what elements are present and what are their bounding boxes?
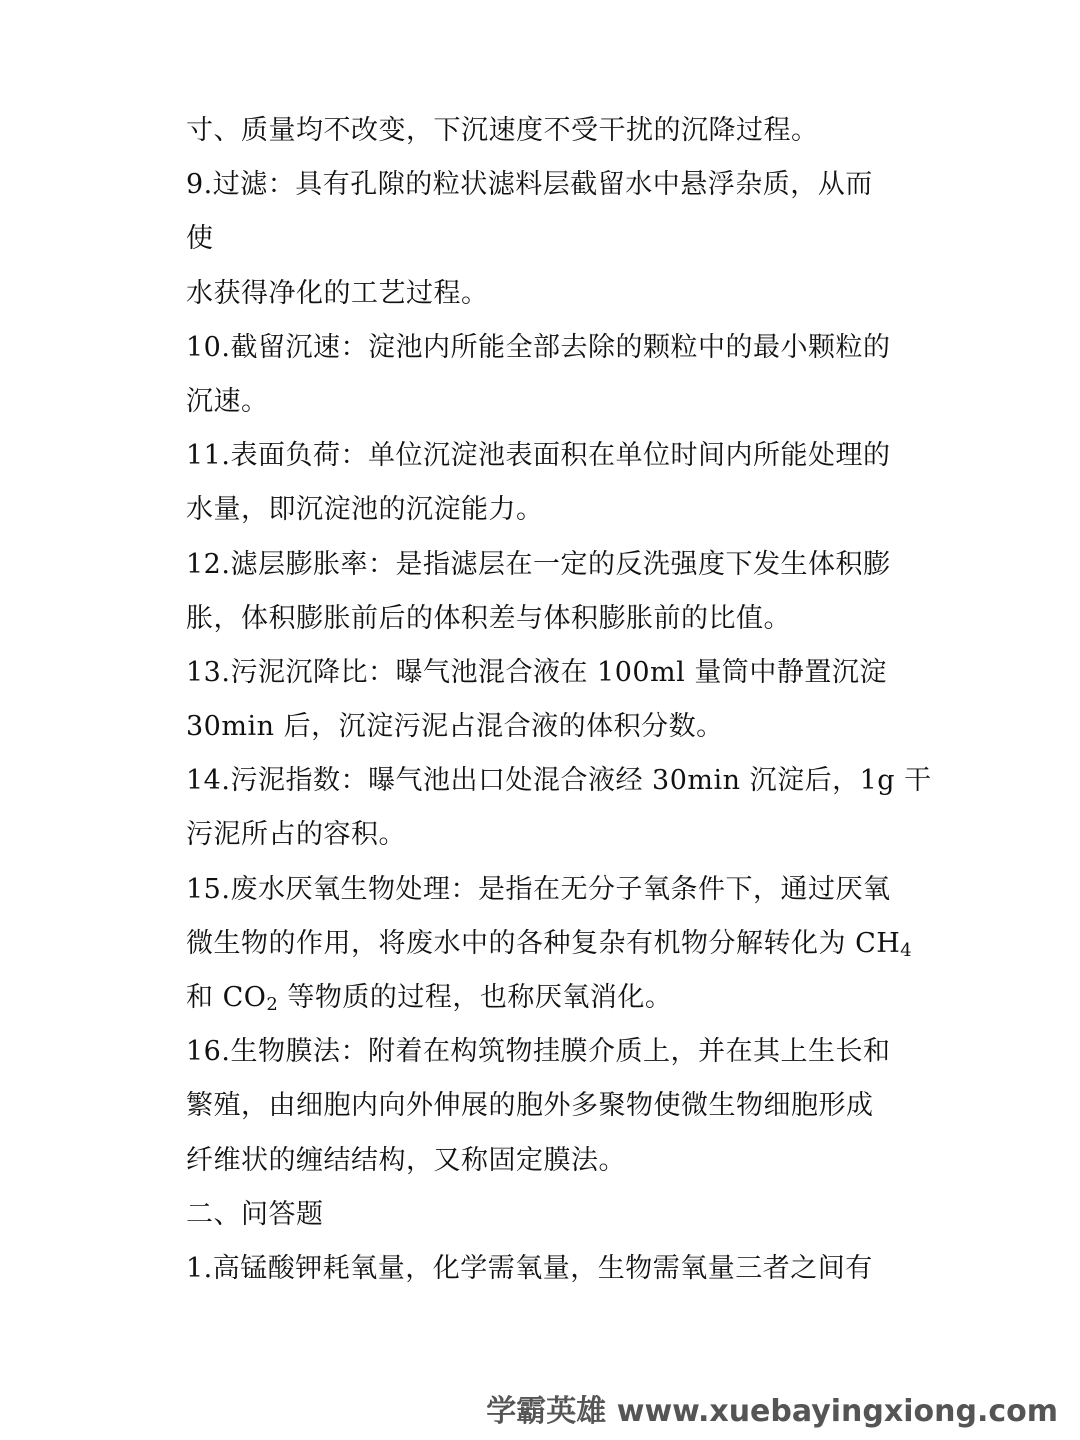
text-line: 30min 后，沉淀污泥占混合液的体积分数。 [186,711,724,743]
text-line: 寸、质量均不改变，下沉速度不受干扰的沉降过程。 [186,115,819,146]
text-line: 12.滤层膨胀率：是指滤层在一定的反洗强度下发生体积膨 [186,548,891,580]
text-line: 13.污泥沉降比：曝气池混合液在 100ml 量筒中静置沉淀 [186,656,887,688]
section-heading: 二、问答题 [186,1198,324,1230]
text-line: 水获得净化的工艺过程。 [186,277,489,309]
text-segment: 微生物的作用，将废水中的各种复杂有机物分解转化为 CH [186,927,901,959]
text-line: 16.生物膜法：附着在构筑物挂膜介质上，并在其上生长和 [186,1036,891,1068]
text-line: 污泥所占的容积。 [186,819,406,851]
subscript: 2 [266,994,279,1015]
text-line: 纤维状的缠结结构，又称固定膜法。 [186,1144,626,1176]
text-line-ch4 [186,917,913,971]
text-line: 沉速。 [186,385,269,417]
text-line: 11.表面负荷：单位沉淀池表面积在单位时间内所能处理的 [186,440,891,472]
text-line: 使 [186,223,214,255]
text-line: 9.过滤：具有孔隙的粒状滤料层截留水中悬浮杂质，从而 [186,169,873,201]
text-line: 15.废水厌氧生物处理：是指在无分子氧条件下，通过厌氧 [186,873,891,905]
text-line: 水量，即沉淀池的沉淀能力。 [186,494,544,526]
subscript: 4 [900,939,913,961]
watermark-footer: 学霸英雄 www.xuebayingxiong.com [486,1394,1058,1429]
text-line: 14.污泥指数：曝气池出口处混合液经 30min 沉淀后，1g 干 [186,765,932,797]
text-line: 繁殖，由细胞内向外伸展的胞外多聚物使微生物细胞形成 [186,1090,874,1122]
text-segment: 和 CO [186,982,267,1013]
text-line-co2 [186,971,906,1025]
document-body [186,104,932,1296]
text-line: 10.截留沉速：淀池内所能全部去除的颗粒中的最小颗粒的 [186,331,891,363]
text-segment: 等物质的过程，也称厌氧消化。 [278,982,673,1013]
text-line: 1.高锰酸钾耗氧量，化学需氧量，生物需氧量三者之间有 [186,1252,873,1284]
text-line: 胀，体积膨胀前后的体积差与体积膨胀前的比值。 [186,602,791,634]
